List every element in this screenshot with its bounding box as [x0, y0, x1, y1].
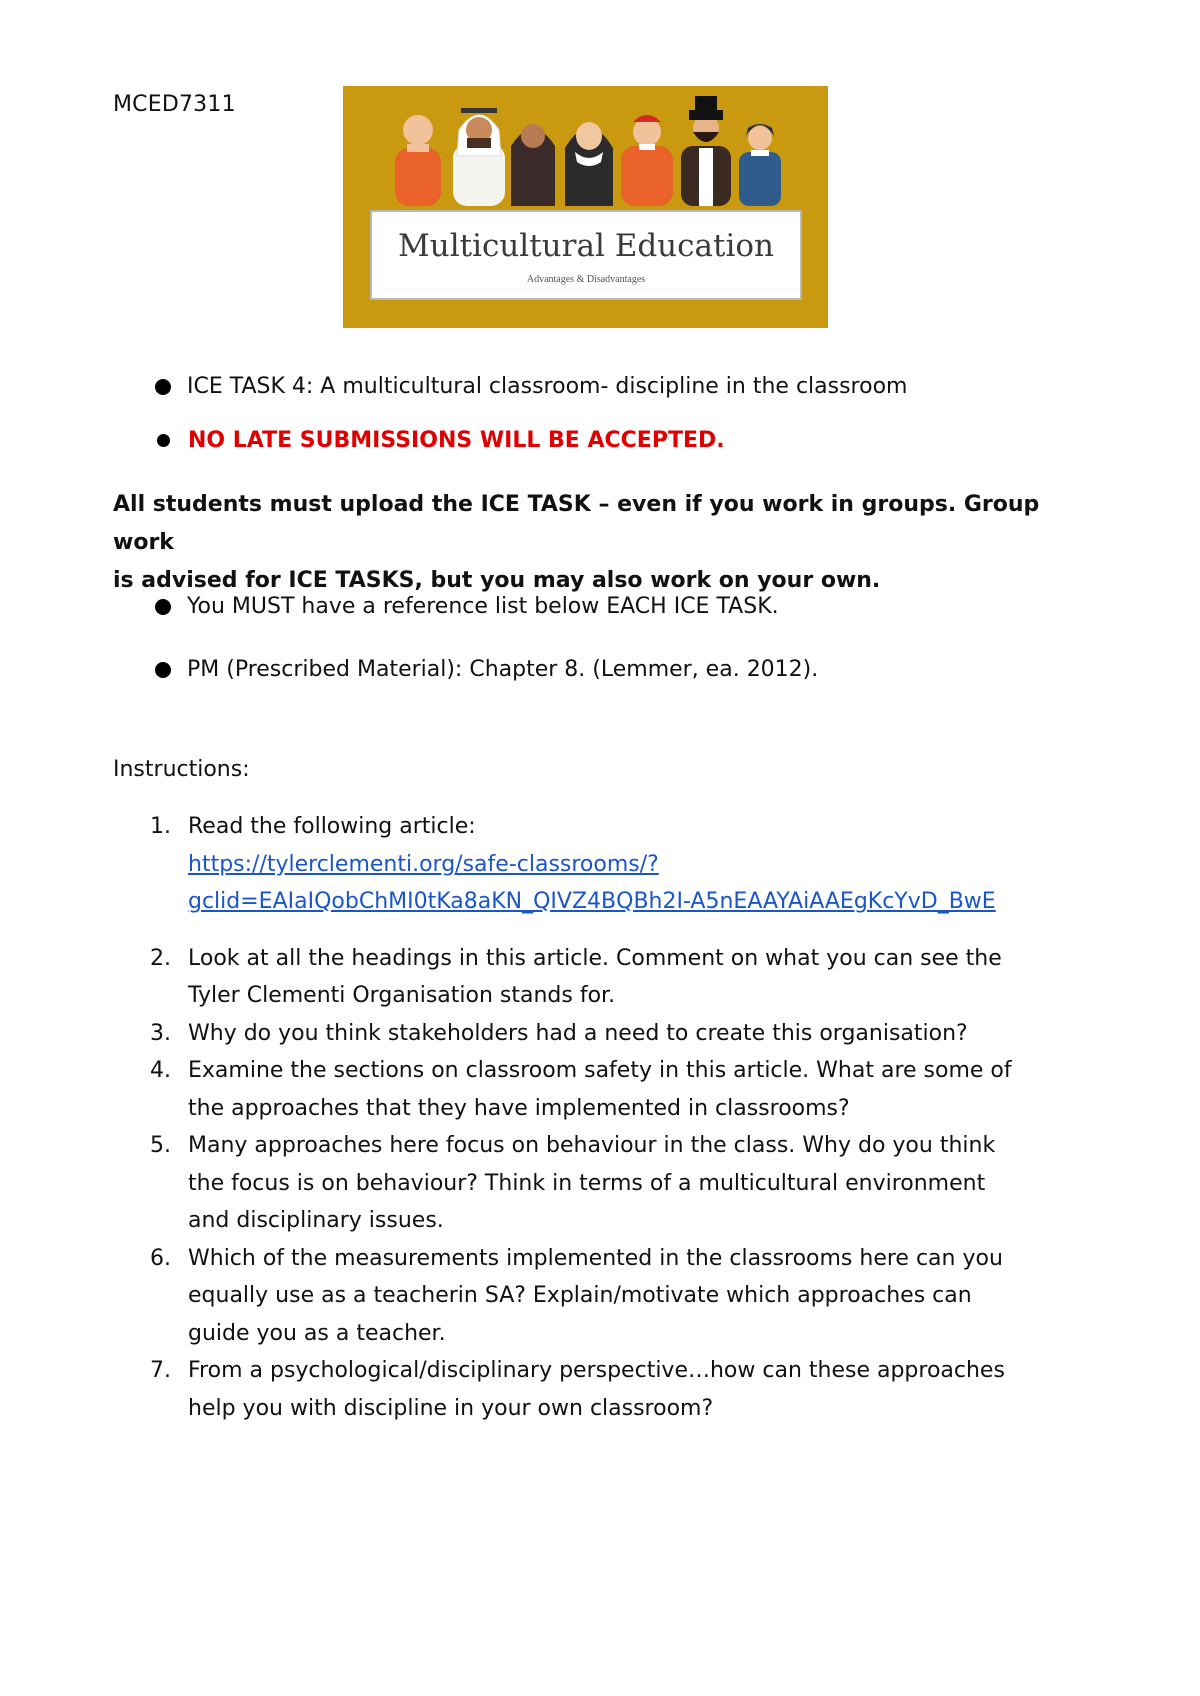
- figure-keffiyeh: [453, 108, 505, 206]
- item-text: Look at all the headings in this article. Comment on what you can see the: [188, 945, 1002, 971]
- item-text: Why do you think stakeholders had a need to create this organisation?: [188, 1020, 968, 1046]
- figure-hat-beard: [681, 96, 731, 206]
- item-text: From a psychological/disciplinary perspective…how can these approaches: [188, 1358, 1005, 1383]
- item-text: the focus is on behaviour? Think in terms of a multicultural environment: [188, 1170, 986, 1196]
- list-item: [150, 1352, 1080, 1427]
- bullet-item: [155, 374, 907, 399]
- figure-bonnet: [739, 124, 781, 206]
- diverse-people-illustration-icon: [343, 86, 828, 206]
- instructions-heading: Instructions:: [113, 757, 250, 782]
- item-text: and disciplinary issues.: [188, 1208, 444, 1233]
- late-submission-warning: NO LATE SUBMISSIONS WILL BE ACCEPTED.: [188, 428, 725, 453]
- course-code: MCED7311: [113, 92, 236, 117]
- group-work-notice: [113, 486, 1073, 600]
- item-text: Read the following article:: [188, 814, 476, 839]
- banner-title-panel: [370, 210, 802, 300]
- article-link[interactable]: https://tylerclementi.org/safe-classrooms/?: [188, 851, 659, 877]
- item-number: 3.: [150, 1020, 171, 1046]
- bullet-dot-icon: [155, 379, 171, 395]
- list-item: [150, 1052, 1080, 1127]
- item-number: 2.: [150, 945, 171, 971]
- list-item: [150, 1127, 1080, 1240]
- item-number: 7.: [150, 1358, 171, 1383]
- item-text: Which of the measurements implemented in the classrooms here can you: [188, 1245, 1003, 1271]
- instructions-list: [150, 808, 1080, 1427]
- notice-line: All students must upload the ICE TASK – even if you work in groups. Group work: [113, 492, 1040, 555]
- item-text: Examine the sections on classroom safety in this article. What are some of: [188, 1058, 1012, 1083]
- item-text: guide you as a teacher.: [188, 1320, 446, 1346]
- item-text: Tyler Clementi Organisation stands for.: [188, 983, 616, 1008]
- item-number: 4.: [150, 1058, 171, 1083]
- figure-monk: [395, 115, 441, 206]
- prescribed-material: PM (Prescribed Material): Chapter 8. (Lemmer, ea. 2012).: [187, 657, 819, 682]
- bullet-item: [155, 657, 818, 682]
- banner-subtitle: Advantages & Disadvantages: [526, 274, 646, 285]
- bullet-dot-icon: [157, 434, 170, 447]
- item-number: 1.: [150, 814, 171, 839]
- bullet-item: [155, 594, 779, 619]
- item-text: help you with discipline in your own classroom?: [188, 1395, 714, 1421]
- figure-red-cap: [621, 115, 673, 206]
- notice-line: is advised for ICE TASKS, but you may also work on your own.: [113, 568, 881, 593]
- bullet-dot-icon: [155, 662, 171, 678]
- item-text: the approaches that they have implemented in classrooms?: [188, 1095, 850, 1121]
- item-number: 6.: [150, 1245, 171, 1271]
- item-text: equally use as a teacherin SA? Explain/motivate which approaches can: [188, 1283, 972, 1308]
- figure-nun: [565, 122, 613, 206]
- list-item: [150, 808, 1080, 921]
- list-item: [150, 940, 1080, 1015]
- figure-hijab: [511, 124, 555, 206]
- item-text: Many approaches here focus on behaviour in the class. Why do you think: [188, 1133, 996, 1158]
- list-item: [150, 1015, 1080, 1053]
- bullet-dot-icon: [155, 599, 171, 615]
- ice-task-title: ICE TASK 4: A multicultural classroom- discipline in the classroom: [187, 374, 908, 399]
- list-item: [150, 1240, 1080, 1353]
- multicultural-education-banner: [343, 86, 828, 328]
- article-link[interactable]: gclid=EAIaIQobChMI0tKa8aKN_QIVZ4BQBh2I-A5nEAAYAiAAEgKcYvD_BwE: [188, 889, 996, 914]
- reference-list-requirement: You MUST have a reference list below EACH ICE TASK.: [187, 594, 779, 619]
- banner-title: Multicultural Education: [397, 228, 774, 264]
- item-number: 5.: [150, 1133, 171, 1158]
- bullet-item: [155, 428, 725, 453]
